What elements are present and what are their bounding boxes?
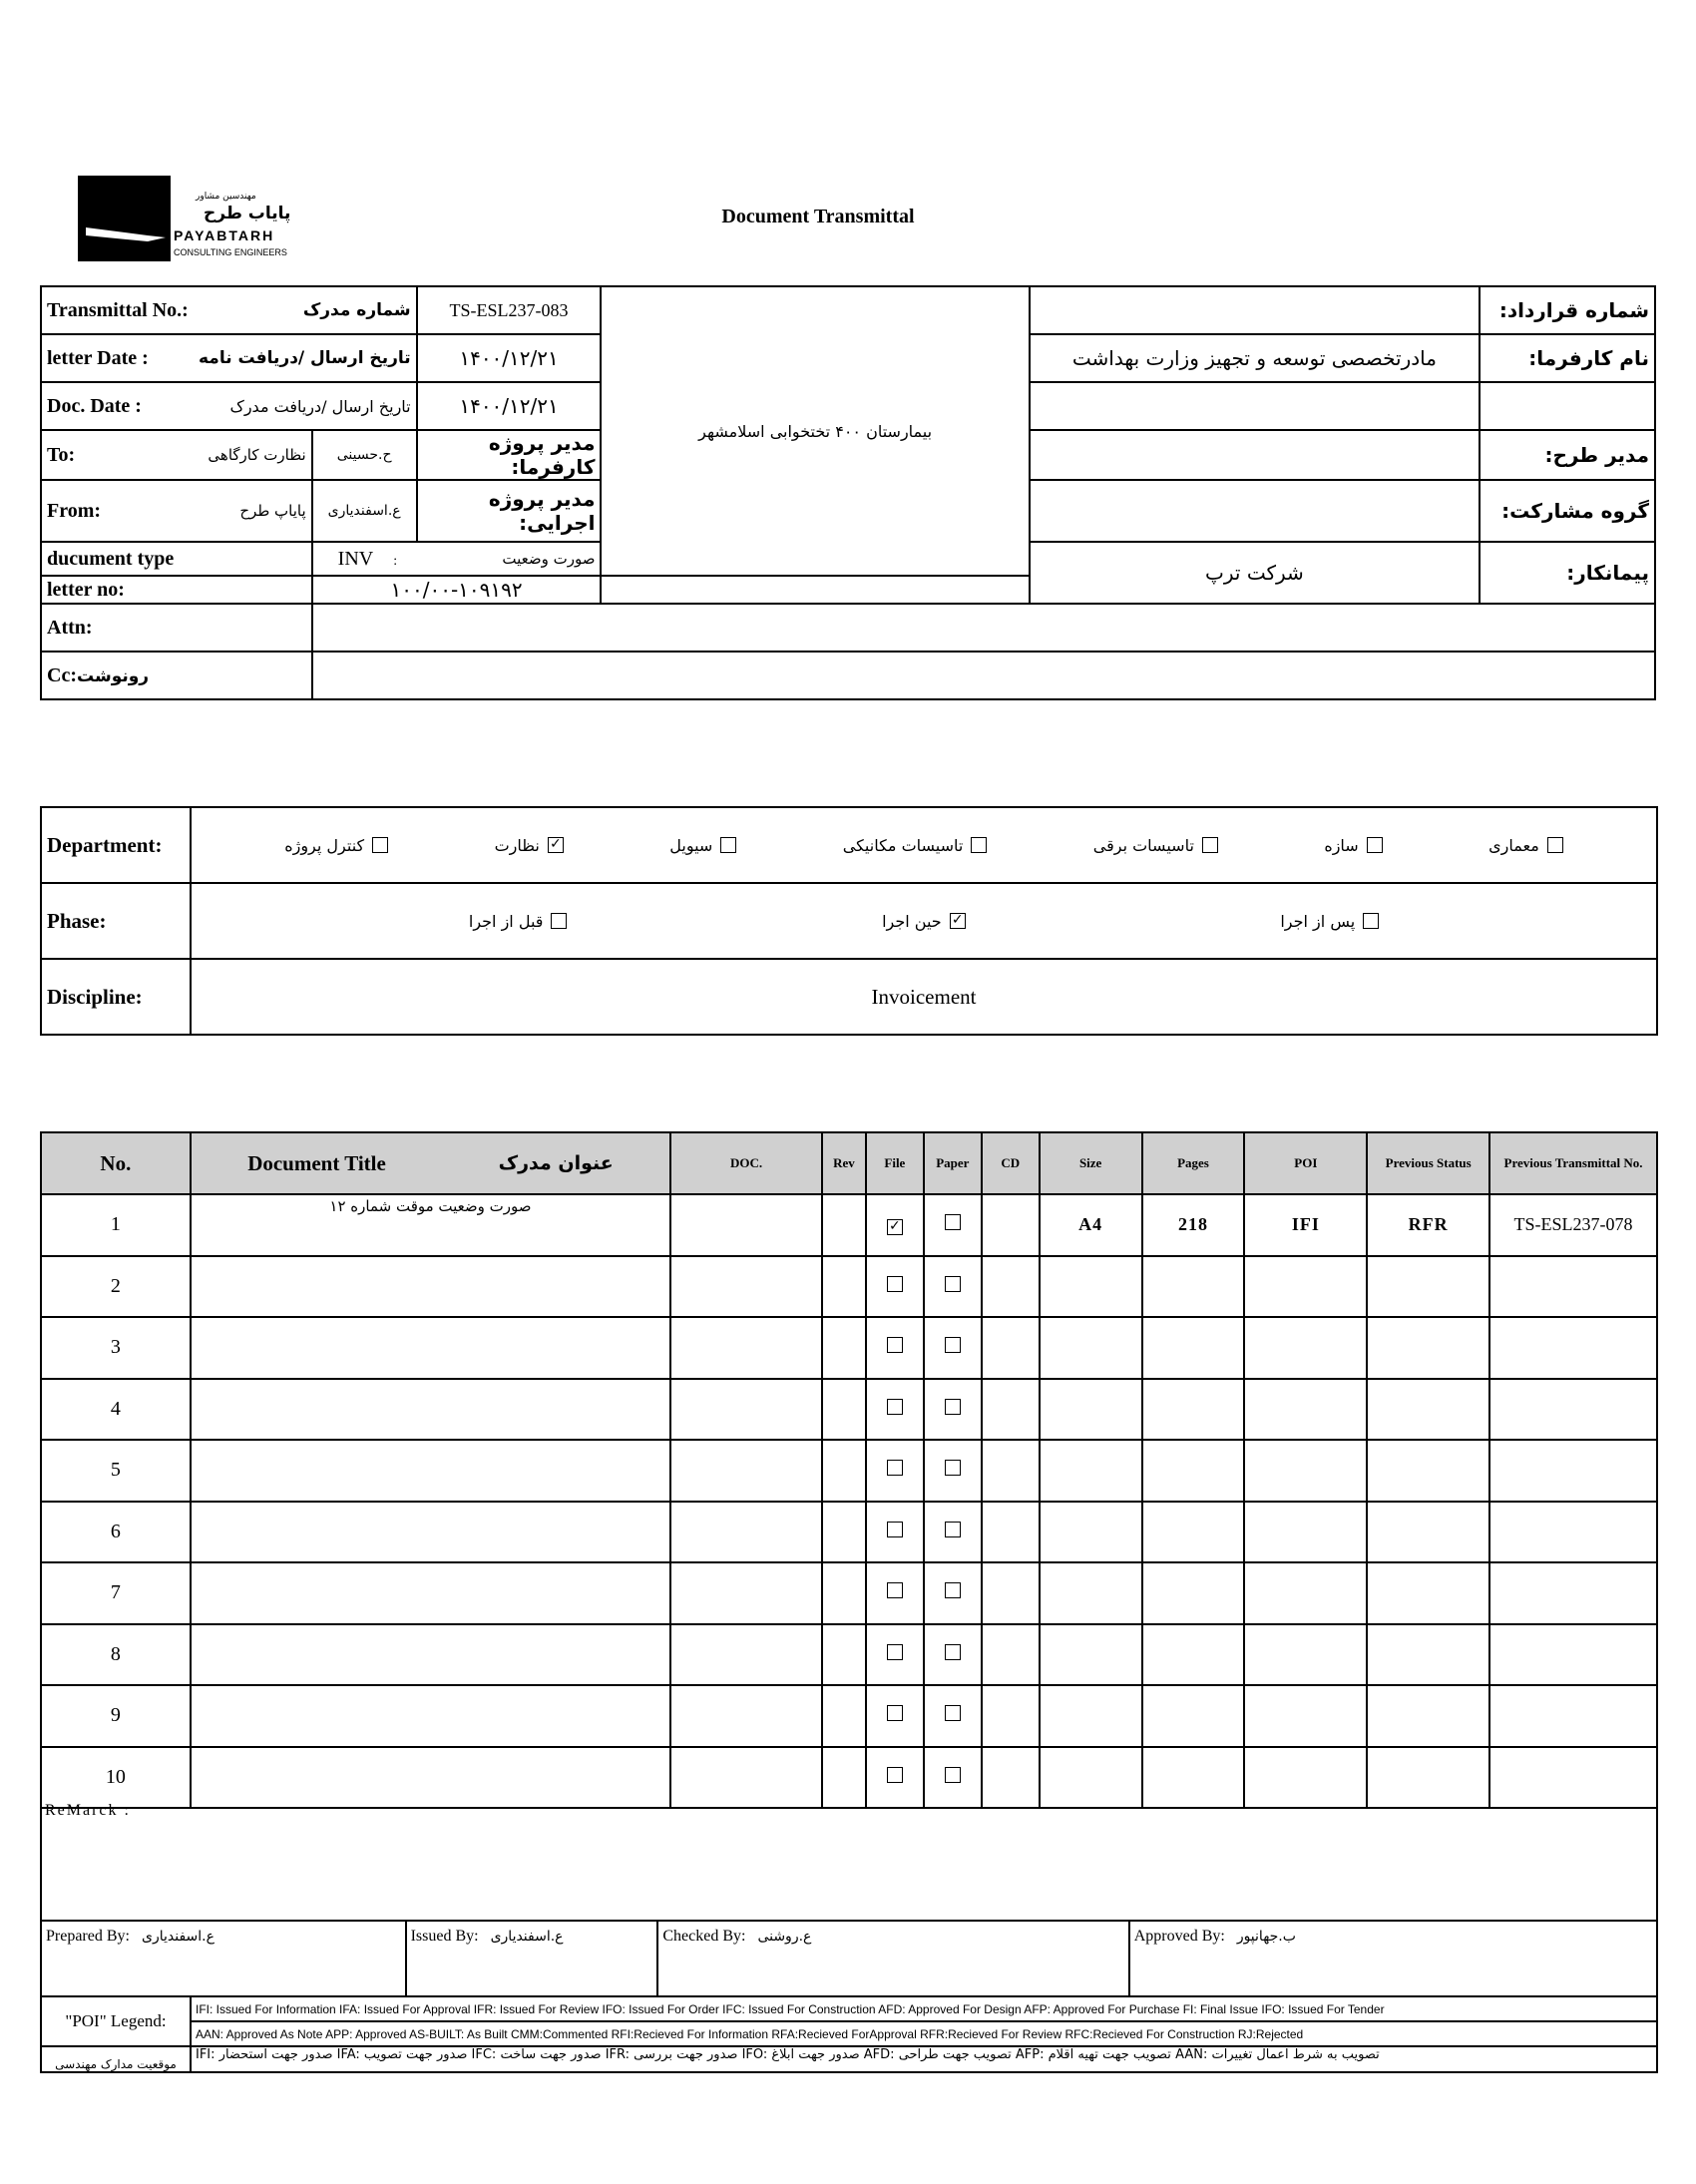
row-number: 8	[41, 1624, 191, 1686]
phase-option-label: حین اجرا	[882, 911, 942, 931]
employer-value: مادرتخصصی توسعه و تجهیز وزارت بهداشت	[1030, 334, 1480, 382]
row-paper	[924, 1562, 982, 1624]
row-cd	[982, 1624, 1040, 1686]
contract-no-value	[1030, 286, 1480, 334]
row-cd	[982, 1440, 1040, 1502]
employer-label: نام کارفرما:	[1480, 334, 1655, 382]
transmittal-no-label-fa: شماره مدرک	[302, 300, 411, 320]
document-type-label: ducument type	[47, 547, 175, 570]
logo-subtitle: CONSULTING ENGINEERS	[174, 247, 287, 257]
from-role: مدیر پروژه اجرایی:	[417, 480, 602, 542]
department-options	[192, 836, 1656, 855]
row-pages	[1142, 1685, 1245, 1747]
attn-label: Attn:	[47, 616, 93, 639]
company-logo	[78, 176, 307, 263]
approved-cell	[1129, 1921, 1657, 1996]
row-doc	[670, 1562, 822, 1624]
row-prev-status	[1367, 1562, 1489, 1624]
logo-text-fa-top: مهندسین مشاور	[196, 192, 256, 202]
table-row	[41, 1502, 1657, 1563]
row-poi	[1244, 1562, 1367, 1624]
department-option-label: نظارت	[494, 835, 540, 855]
row-size	[1040, 1256, 1142, 1318]
row-pages	[1142, 1502, 1245, 1563]
issued-cell	[406, 1921, 658, 1996]
partnership-label: گروه مشارکت:	[1480, 480, 1655, 542]
signature-table	[40, 1920, 1658, 1997]
header-size: Size	[1040, 1132, 1142, 1194]
row-poi	[1244, 1502, 1367, 1563]
row-pages: 218	[1142, 1194, 1245, 1256]
from-value: پایاپ طرح	[239, 502, 306, 520]
department-option-label: تاسیسات برقی	[1092, 835, 1194, 855]
row-prev-transmittal	[1489, 1379, 1657, 1441]
department-checkbox[interactable]	[971, 837, 987, 853]
row-size	[1040, 1379, 1142, 1441]
row-pages	[1142, 1562, 1245, 1624]
table-row	[41, 1685, 1657, 1747]
row-file-checkbox[interactable]	[887, 1767, 903, 1783]
empty-cell	[1480, 382, 1655, 430]
row-title	[191, 1317, 670, 1379]
row-rev	[822, 1440, 866, 1502]
plan-manager-label: مدیر طرح:	[1480, 430, 1655, 480]
department-option-label: سازه	[1324, 835, 1359, 855]
row-paper	[924, 1379, 982, 1441]
header-paper: Paper	[924, 1132, 982, 1194]
row-prev-status	[1367, 1440, 1489, 1502]
contract-no-label: شماره قرارداد:	[1480, 286, 1655, 334]
department-option[interactable]	[1324, 836, 1382, 855]
logo-text-en: PAYABTARH	[174, 227, 275, 243]
row-file-checkbox[interactable]	[887, 1276, 903, 1292]
row-number: 10	[41, 1747, 191, 1809]
row-file-checkbox[interactable]	[887, 1399, 903, 1415]
row-cd	[982, 1562, 1040, 1624]
row-size	[1040, 1440, 1142, 1502]
department-option[interactable]	[1488, 836, 1563, 855]
documents-table	[40, 1131, 1658, 1809]
to-value: نظارت کارگاهی	[208, 446, 306, 464]
to-role: مدیر پروژه کارفرما:	[417, 430, 602, 480]
row-file-checkbox[interactable]	[887, 1460, 903, 1476]
table-row	[41, 1562, 1657, 1624]
row-poi	[1244, 1440, 1367, 1502]
row-paper	[924, 1502, 982, 1563]
phase-option[interactable]	[469, 912, 568, 931]
row-doc	[670, 1685, 822, 1747]
row-paper	[924, 1440, 982, 1502]
row-size	[1040, 1624, 1142, 1686]
phase-option-label: پس از اجرا	[1280, 911, 1356, 931]
legend-line-3: IFI: صدور جهت استحضار IFA: صدور جهت تصویب IFC: صدور جهت ساخت IFR: صدور جهت بررسی IFO: صدور جهت ابلاغ AFD: تصویب جهت طراحی AFP: تصویب جهت تهیه اقلام AAN: تصویب به شرط اعمال تغییرات	[196, 2047, 1380, 2062]
row-prev-transmittal	[1489, 1256, 1657, 1318]
legend-label: "POI" Legend:	[41, 1996, 191, 2046]
row-pages	[1142, 1440, 1245, 1502]
cc-label-fa: رونوشت	[76, 665, 150, 686]
header-prev-status: Previous Status	[1367, 1132, 1489, 1194]
header-title-fa: عنوان مدرک	[498, 1152, 614, 1174]
remark-label: ReMarck :	[45, 1802, 131, 1819]
row-rev	[822, 1685, 866, 1747]
phase-checkbox[interactable]	[1363, 913, 1379, 929]
row-paper	[924, 1256, 982, 1318]
row-prev-status	[1367, 1502, 1489, 1563]
row-file	[866, 1256, 924, 1318]
row-prev-transmittal	[1489, 1685, 1657, 1747]
department-option[interactable]	[495, 836, 564, 855]
row-rev	[822, 1194, 866, 1256]
header-rev: Rev	[822, 1132, 866, 1194]
row-poi	[1244, 1256, 1367, 1318]
row-file-checkbox[interactable]	[887, 1337, 903, 1353]
checked-cell	[657, 1921, 1128, 1996]
row-prev-status	[1367, 1256, 1489, 1318]
letter-date-value: ۱۴۰۰/۱۲/۲۱	[417, 334, 602, 382]
row-prev-transmittal	[1489, 1317, 1657, 1379]
legend-line-2: AAN: Approved As Note APP: Approved AS-BUILT: As Built CMM:Commented RFI:Recieved For Information RFA:Recieved ForApproval RFR:Recieved For Review RFC:Recieved For Construction RJ:Rejected	[196, 2026, 1304, 2041]
from-label: From:	[47, 499, 102, 522]
row-poi: IFI	[1244, 1194, 1367, 1256]
prepared-value: ع.اسفندیاری	[141, 1929, 214, 1945]
department-option-label: تاسیسات مکانیکی	[842, 835, 964, 855]
table-row	[41, 1194, 1657, 1256]
row-number: 4	[41, 1379, 191, 1441]
transmittal-info-table	[40, 285, 1656, 700]
row-rev	[822, 1502, 866, 1563]
row-file-checkbox[interactable]	[887, 1644, 903, 1660]
row-cd	[982, 1379, 1040, 1441]
row-paper	[924, 1194, 982, 1256]
row-doc	[670, 1317, 822, 1379]
department-option-label: کنترل پروژه	[284, 835, 365, 855]
row-number: 7	[41, 1562, 191, 1624]
row-cd	[982, 1194, 1040, 1256]
row-paper-checkbox[interactable]	[945, 1276, 961, 1292]
row-paper-checkbox[interactable]	[945, 1644, 961, 1660]
row-prev-transmittal	[1489, 1502, 1657, 1563]
department-checkbox[interactable]	[720, 837, 736, 853]
discipline-label: Discipline:	[41, 959, 191, 1035]
row-paper-checkbox[interactable]	[945, 1705, 961, 1721]
row-number: 9	[41, 1685, 191, 1747]
document-type-value: صورت وضعیت	[502, 550, 596, 568]
row-doc	[670, 1624, 822, 1686]
row-paper-checkbox[interactable]	[945, 1214, 961, 1230]
phase-options	[192, 912, 1656, 931]
header-prev-transmittal: Previous Transmittal No.	[1489, 1132, 1657, 1194]
row-doc	[670, 1379, 822, 1441]
checked-label: Checked By:	[662, 1928, 746, 1945]
table-row	[41, 1440, 1657, 1502]
transmittal-no-label-cell	[41, 286, 417, 334]
row-prev-status	[1367, 1317, 1489, 1379]
row-paper-checkbox[interactable]	[945, 1522, 961, 1537]
department-checkbox[interactable]: ✓	[548, 837, 564, 853]
department-checkbox[interactable]	[372, 837, 388, 853]
row-doc	[670, 1440, 822, 1502]
row-size	[1040, 1317, 1142, 1379]
row-cd	[982, 1256, 1040, 1318]
table-row	[41, 1379, 1657, 1441]
row-rev	[822, 1317, 866, 1379]
table-row	[41, 1256, 1657, 1318]
partnership-value	[1030, 480, 1480, 542]
phase-label: Phase:	[41, 883, 191, 959]
from-person: ع.اسفندیاری	[312, 480, 417, 542]
letter-date-label: letter Date :	[47, 346, 149, 369]
row-prev-status	[1367, 1685, 1489, 1747]
row-prev-transmittal	[1489, 1562, 1657, 1624]
empty-cell	[601, 576, 1029, 604]
letter-date-label-fa: تاریخ ارسال /دریافت نامه	[199, 348, 411, 368]
row-pages	[1142, 1624, 1245, 1686]
issued-value: ع.اسفندیاری	[490, 1929, 564, 1945]
classification-table	[40, 806, 1658, 1036]
row-paper-checkbox[interactable]	[945, 1337, 961, 1353]
contractor-label: پیمانکار:	[1480, 542, 1655, 604]
row-doc	[670, 1194, 822, 1256]
contractor-value: شرکت ترپ	[1030, 542, 1480, 604]
row-cd	[982, 1502, 1040, 1563]
checked-value: ع.روشنی	[757, 1929, 812, 1945]
transmittal-no-value: TS-ESL237-083	[417, 286, 602, 334]
row-rev	[822, 1256, 866, 1318]
row-file-checkbox[interactable]: ✓	[887, 1219, 903, 1235]
phase-option[interactable]	[1280, 912, 1379, 931]
plan-manager-value	[1030, 430, 1480, 480]
phase-option[interactable]	[882, 912, 966, 931]
row-prev-transmittal	[1489, 1624, 1657, 1686]
row-rev	[822, 1624, 866, 1686]
attn-value	[312, 604, 1655, 652]
row-size	[1040, 1685, 1142, 1747]
row-title	[191, 1562, 670, 1624]
department-option-label: سیویل	[669, 835, 713, 855]
department-label: Department:	[41, 807, 191, 883]
department-option-label: معماری	[1488, 835, 1539, 855]
legend-label-fa: موقعیت مدارک مهندسی	[41, 2046, 191, 2072]
row-paper	[924, 1685, 982, 1747]
prepared-label: Prepared By:	[46, 1928, 130, 1945]
to-person: ح.حسینی	[312, 430, 417, 480]
row-file	[866, 1562, 924, 1624]
row-pages	[1142, 1256, 1245, 1318]
department-option[interactable]	[843, 836, 988, 855]
row-size: A4	[1040, 1194, 1142, 1256]
table-row	[41, 1624, 1657, 1686]
row-file	[866, 1379, 924, 1441]
header-poi: POI	[1244, 1132, 1367, 1194]
row-poi	[1244, 1317, 1367, 1379]
header-no: No.	[41, 1132, 191, 1194]
row-file	[866, 1317, 924, 1379]
row-number: 1	[41, 1194, 191, 1256]
logo-text-fa: پایاب طرح	[204, 204, 291, 223]
row-title	[191, 1440, 670, 1502]
row-paper-checkbox[interactable]	[945, 1399, 961, 1415]
row-cd	[982, 1317, 1040, 1379]
doc-date-label-fa: تاریخ ارسال /دریافت مدرک	[229, 396, 411, 416]
row-file-checkbox[interactable]	[887, 1705, 903, 1721]
phase-checkbox[interactable]: ✓	[950, 913, 966, 929]
row-title: صورت وضعیت موقت شماره ۱۲	[191, 1194, 670, 1256]
department-checkbox[interactable]	[1202, 837, 1218, 853]
row-paper-checkbox[interactable]	[945, 1460, 961, 1476]
row-number: 6	[41, 1502, 191, 1563]
row-number: 2	[41, 1256, 191, 1318]
header-cd: CD	[982, 1132, 1040, 1194]
header-title-en: Document Title	[247, 1150, 386, 1175]
row-pages	[1142, 1379, 1245, 1441]
row-paper-checkbox[interactable]	[945, 1582, 961, 1598]
phase-option-label: قبل از اجرا	[468, 911, 544, 931]
department-checkbox[interactable]	[1547, 837, 1563, 853]
header-pages: Pages	[1142, 1132, 1245, 1194]
issued-label: Issued By:	[410, 1928, 479, 1945]
poi-legend-table	[40, 1995, 1658, 2073]
remark-box	[40, 1798, 1658, 1922]
row-paper	[924, 1624, 982, 1686]
empty-cell	[1030, 382, 1480, 430]
phase-checkbox[interactable]	[551, 913, 567, 929]
cc-value	[312, 652, 1655, 699]
row-rev	[822, 1562, 866, 1624]
row-number: 3	[41, 1317, 191, 1379]
row-file	[866, 1502, 924, 1563]
row-title	[191, 1685, 670, 1747]
department-checkbox[interactable]	[1367, 837, 1383, 853]
page-title: Document Transmittal	[721, 206, 915, 227]
row-paper-checkbox[interactable]	[945, 1767, 961, 1783]
row-title	[191, 1624, 670, 1686]
header-title	[191, 1132, 670, 1194]
table-row	[41, 1317, 1657, 1379]
header-file: File	[866, 1132, 924, 1194]
row-doc	[670, 1502, 822, 1563]
row-prev-status	[1367, 1624, 1489, 1686]
row-size	[1040, 1502, 1142, 1563]
row-paper	[924, 1317, 982, 1379]
approved-value: ب.جهانپور	[1236, 1929, 1296, 1945]
doc-date-value: ۱۴۰۰/۱۲/۲۱	[417, 382, 602, 430]
document-type-code: INV	[337, 547, 374, 570]
row-number: 5	[41, 1440, 191, 1502]
row-rev	[822, 1379, 866, 1441]
department-option[interactable]	[1093, 836, 1218, 855]
cc-label: Cc:	[47, 663, 77, 686]
row-title	[191, 1379, 670, 1441]
row-file	[866, 1194, 924, 1256]
row-poi	[1244, 1685, 1367, 1747]
row-file	[866, 1685, 924, 1747]
row-prev-status	[1367, 1379, 1489, 1441]
letter-no-label: letter no:	[47, 578, 125, 601]
row-cd	[982, 1685, 1040, 1747]
discipline-value: Invoicement	[191, 959, 1657, 1035]
row-poi	[1244, 1379, 1367, 1441]
row-size	[1040, 1562, 1142, 1624]
to-label: To:	[47, 443, 76, 466]
row-poi	[1244, 1624, 1367, 1686]
project-name: بیمارستان ۴۰۰ تختخوابی اسلامشهر	[601, 286, 1029, 576]
department-option[interactable]	[284, 836, 388, 855]
row-prev-transmittal: TS-ESL237-078	[1489, 1194, 1657, 1256]
department-option[interactable]	[669, 836, 736, 855]
row-prev-status: RFR	[1367, 1194, 1489, 1256]
document-type-separator: :	[393, 553, 398, 569]
doc-date-label: Doc. Date :	[47, 394, 142, 417]
row-pages	[1142, 1317, 1245, 1379]
row-file-checkbox[interactable]	[887, 1522, 903, 1537]
transmittal-no-label: Transmittal No.:	[47, 298, 189, 321]
row-file	[866, 1440, 924, 1502]
row-title	[191, 1256, 670, 1318]
row-doc	[670, 1256, 822, 1318]
row-title	[191, 1502, 670, 1563]
approved-label: Approved By:	[1133, 1928, 1225, 1945]
prepared-cell	[41, 1921, 406, 1996]
row-file	[866, 1624, 924, 1686]
row-prev-transmittal	[1489, 1440, 1657, 1502]
header-doc: DOC.	[670, 1132, 822, 1194]
legend-line-1: IFI: Issued For Information IFA: Issued For Approval IFR: Issued For Review IFO: Issued For Order IFC: Issued For Construction AFD: Approved For Design AFP: Approved For Purchase FI: Final Issue IFO: Issued For Tender	[196, 2001, 1385, 2016]
row-file-checkbox[interactable]	[887, 1582, 903, 1598]
letter-no-value: ۱۰۰/۰۰-۱۰۹۱۹۲	[312, 576, 602, 604]
